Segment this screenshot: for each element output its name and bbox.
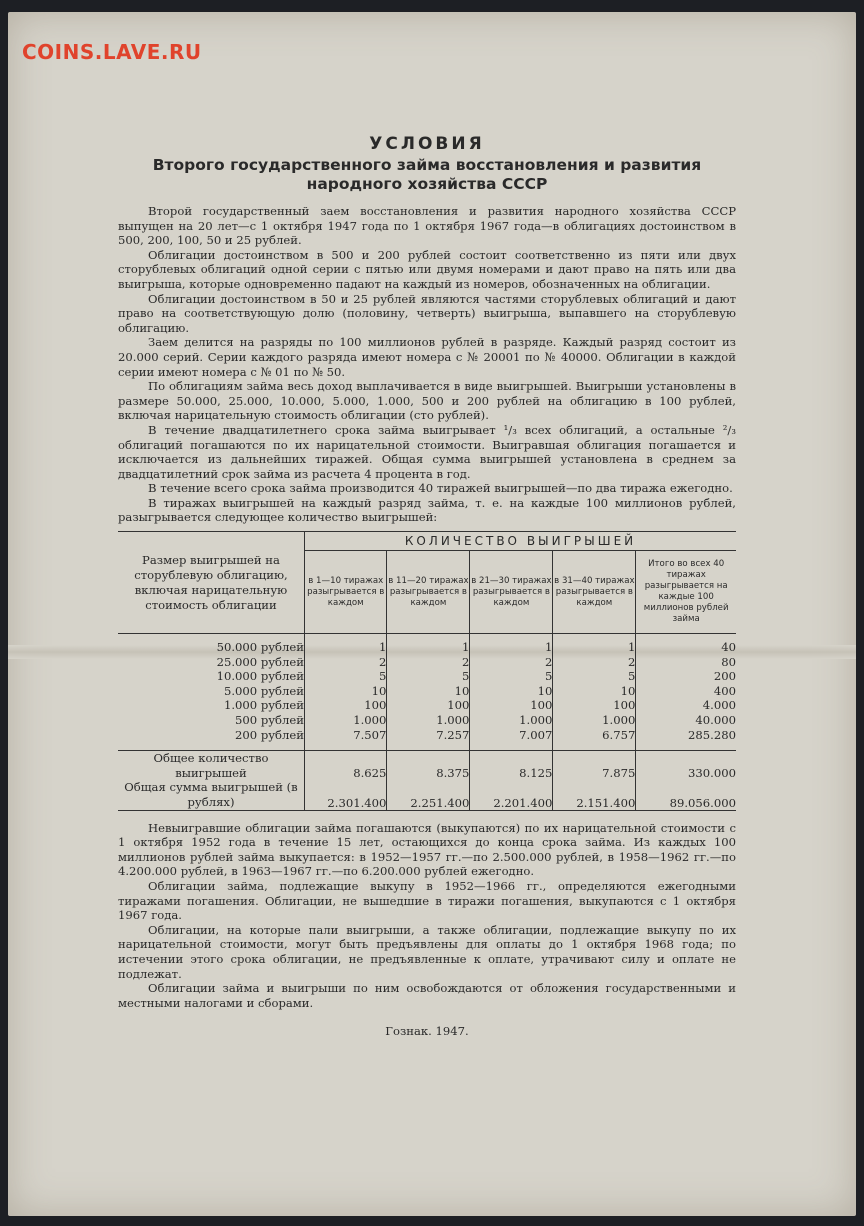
table-cell: 2.151.400 <box>553 780 636 810</box>
table-cell: 5 <box>305 669 387 684</box>
table-cell: 2 <box>387 655 470 670</box>
table-row <box>118 634 736 655</box>
paragraph: В течение всего срока займа производится 40 тиражей выигрышей—по два тиража ежегодно. <box>148 481 733 496</box>
table-cell: 89.056.000 <box>636 780 736 810</box>
table-cell: 5 <box>387 669 470 684</box>
table-cell: 7.257 <box>387 728 470 751</box>
paragraph: В течение двадцатилетнего срока займа выигрывает ¹/₃ всех облигаций, а остальные ²/₃ облигаций погашаются по их нарицательной стоимости. Выигравшая облигация погашается и исключается из дальнейших тиражей. Общая сумма выигрышей установлена в среднем за двадцатилетний срок займа из расчета 4 процента в год. <box>118 422 736 481</box>
table-cell: 2.201.400 <box>470 780 553 810</box>
paragraph: Облигации, на которые пали выигрыши, а также облигации, подлежащие выкупу по их нарицательной стоимости, могут быть предъявлены для оплаты до 1 октября 1968 года; по истечении этого срока облигации, не предъявленные к оплате, утрачивают силу и оплате не подлежат. <box>118 922 736 981</box>
table-cell: 100 <box>470 698 553 713</box>
table-row <box>118 669 736 684</box>
totals-label: Общее количество выигрышей <box>153 751 269 780</box>
table-cell: 10 <box>470 684 553 699</box>
table-cell: 8.375 <box>387 751 470 781</box>
table-row <box>118 713 736 728</box>
table-cell: 2.251.400 <box>387 780 470 810</box>
table-row <box>118 728 736 751</box>
table-cell: 10 <box>305 684 387 699</box>
table-cell: 1 <box>553 634 636 655</box>
table-cell: 40 <box>636 634 736 655</box>
paragraph: В тиражах выигрышей на каждый разряд займа, т. е. на каждые 100 миллионов рублей, разыгрывается следующее количество выигрышей: <box>118 495 736 525</box>
row-label: 25.000 рублей <box>216 654 304 669</box>
table-cell: 1.000 <box>553 713 636 728</box>
table-column-header: в 1—10 тиражах разыгрывается в каждом <box>305 551 387 634</box>
table-column-header: в 21—30 тиражах разыгрывается в каждом <box>470 551 553 634</box>
table-cell: 2.301.400 <box>305 780 387 810</box>
table-cell: 1 <box>387 634 470 655</box>
table-cell: 10 <box>387 684 470 699</box>
table-row <box>118 684 736 699</box>
paragraph: Облигации достоинством в 500 и 200 рублей состоит соответственно из пяти или двух сторублевых облигаций одной серии с пятью или двумя номерами и дают право на пять или два выигрыша, которые одновременно падают на каждый из номеров, обозначенных на облигации. <box>118 247 736 291</box>
table-cell: 2 <box>470 655 553 670</box>
table-cell: 5 <box>470 669 553 684</box>
table-cell: 330.000 <box>636 751 736 781</box>
table-cell: 40.000 <box>636 713 736 728</box>
table-cell: 1.000 <box>387 713 470 728</box>
table-column-header: в 31—40 тиражах разыгрывается в каждом <box>553 551 636 634</box>
table-cell: 7.507 <box>305 728 387 751</box>
table-cell: 2 <box>553 655 636 670</box>
row-label: 500 рублей <box>235 713 304 728</box>
table-left-header: Размер выигрышей на сторублевую облигацию, включая нарицательную стоимость облигации <box>118 532 305 634</box>
table-cell: 7.875 <box>553 751 636 781</box>
document-content <box>118 134 736 1038</box>
document-title: УСЛОВИЯ <box>369 134 485 154</box>
table-cell: 200 <box>636 669 736 684</box>
paragraph: По облигациям займа весь доход выплачивается в виде выигрышей. Выигрыши установлены в размере 50.000, 25.000, 10.000, 5.000, 1.000, 500 и 200 рублей на облигацию в 100 рублей, включая нарицательную стоимость облигации (сто рублей). <box>118 379 736 423</box>
printer-imprint: Гознак. 1947. <box>385 1024 469 1039</box>
table-cell: 4.000 <box>636 698 736 713</box>
paragraph: Облигации займа, подлежащие выкупу в 1952—1966 гг., определяются ежегодными тиражами погашения. Облигации, не вышедшие в тиражи погашения, выкупаются с 1 октября 1967 года. <box>118 878 736 923</box>
table-cell: 1.000 <box>305 713 387 728</box>
site-watermark: COINS.LAVE.RU <box>22 40 202 64</box>
row-label: 10.000 рублей <box>216 669 304 684</box>
paragraph: Облигации достоинством в 50 и 25 рублей являются частями сторублевых облигаций и дают право на соответствующую долю (половину, четверть) выигрыша, выпавшего на сторублевую облигацию. <box>118 291 736 335</box>
table-cell: 8.125 <box>470 751 553 781</box>
row-label: 50.000 рублей <box>216 640 304 655</box>
table-cell: 285.280 <box>636 728 736 751</box>
table-cell: 1 <box>470 634 553 655</box>
table-column-header: Итого во всех 40 тиражах разыгрывается на каждые 100 миллионов рублей займа <box>636 551 736 634</box>
totals-label: Общая сумма выигрышей (в рублях) <box>118 780 305 810</box>
table-cell: 100 <box>387 698 470 713</box>
totals-row <box>118 751 736 781</box>
paragraph: Заем делится на разряды по 100 миллионов рублей в разряде. Каждый разряд состоит из 20.000 серий. Серии каждого разряда имеют номера с № 20001 по № 40000. Облигации в каждой серии имеют номера с № 01 по № 50. <box>118 335 736 379</box>
row-label: 1.000 рублей <box>223 698 304 713</box>
table-cell: 6.757 <box>553 728 636 751</box>
closing-text <box>118 821 736 1011</box>
table-group-header: КОЛИЧЕСТВО ВЫИГРЫШЕЙ <box>305 532 737 551</box>
table-row <box>118 698 736 713</box>
table-cell: 80 <box>636 655 736 670</box>
table-row <box>118 655 736 670</box>
table-cell: 7.007 <box>470 728 553 751</box>
table-cell: 2 <box>305 655 387 670</box>
row-label: 200 рублей <box>118 728 305 751</box>
totals-row <box>118 780 736 810</box>
paragraph: Облигации займа и выигрыши по ним освобождаются от обложения государственными и местными налогами и сборами. <box>118 981 736 1010</box>
table-cell: 5 <box>553 669 636 684</box>
document-subtitle: Второго государственного займа восстановления и развития народного хозяйства СССР <box>152 156 702 193</box>
intro-text <box>118 204 736 525</box>
table-cell: 1.000 <box>470 713 553 728</box>
table-cell: 10 <box>553 684 636 699</box>
paragraph: Второй государственный заем восстановления и развития народного хозяйства СССР выпущен на 20 лет—с 1 октября 1947 года по 1 октября 1967 года—в облигациях достоинством в 500, 200, 100, 50 и 25 рублей. <box>118 204 736 248</box>
table-column-header: в 11—20 тиражах разыгрывается в каждом <box>387 551 470 634</box>
table-cell: 1 <box>305 634 387 655</box>
winnings-table <box>118 531 736 811</box>
paragraph: Невыигравшие облигации займа погашаются (выкупаются) по их нарицательной стоимости с 1 октября 1952 года в течение 15 лет, остающихся до конца срока займа. Из каждых 100 миллионов рублей займа выкупается: в 1952—1957 гг.—по 2.500.000 рублей, в 1958—1962 гг.—по 4.200.000 рублей, в 1963—1967 гг.—по 6.200.000 рублей ежегодно. <box>118 820 736 879</box>
table-cell: 100 <box>305 698 387 713</box>
row-label: 5.000 рублей <box>223 683 304 698</box>
table-cell: 100 <box>553 698 636 713</box>
table-cell: 8.625 <box>305 751 387 781</box>
table-cell: 400 <box>636 684 736 699</box>
